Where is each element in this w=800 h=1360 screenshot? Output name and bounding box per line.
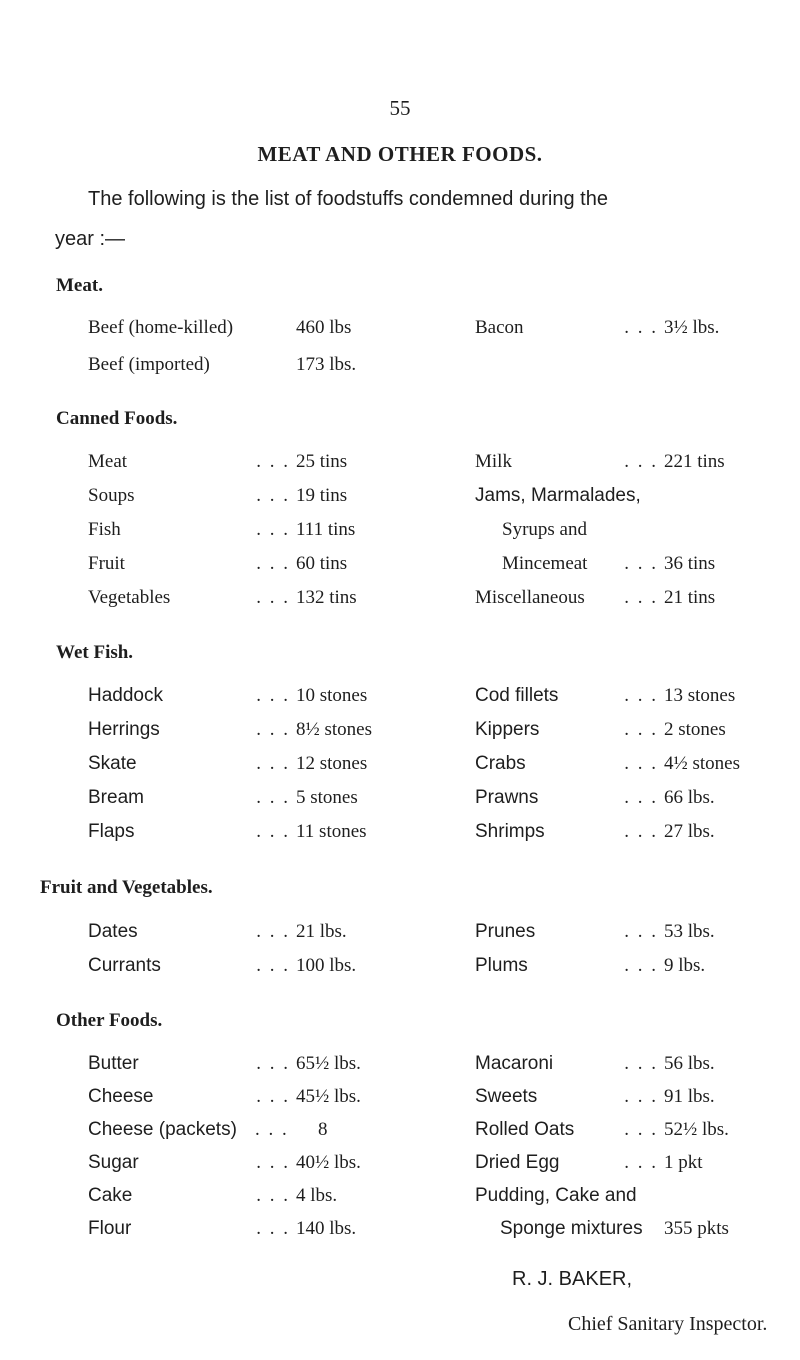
item-name: Cod fillets [475, 685, 559, 706]
leader-dots: . . . [624, 451, 658, 472]
leader-dots: . . . [624, 553, 658, 574]
item-quantity: 9 lbs. [664, 955, 706, 976]
list-row [0, 921, 800, 951]
section-heading-meat: Meat. [56, 275, 103, 296]
leader-dots: . . . [256, 685, 290, 706]
list-row [0, 354, 800, 384]
list-row [0, 753, 800, 783]
list-row [0, 1053, 800, 1083]
leader-dots: . . . [256, 921, 290, 942]
leader-dots: . . . [256, 787, 290, 808]
item-quantity: 4 lbs. [296, 1185, 338, 1206]
page-number: 55 [389, 96, 411, 120]
item-quantity: 45½ lbs. [296, 1086, 361, 1107]
item-quantity: 355 pkts [664, 1218, 729, 1239]
item-quantity: 36 tins [664, 553, 716, 574]
item-name: Prunes [475, 921, 536, 942]
item-name: Macaroni [475, 1053, 554, 1074]
item-name: Beef (home-killed) [88, 317, 234, 338]
list-row [0, 821, 800, 851]
list-row [0, 519, 800, 549]
item-name: Shrimps [475, 821, 545, 842]
item-name: Kippers [475, 719, 540, 740]
list-row [0, 1185, 800, 1215]
leader-dots: . . . [624, 753, 658, 774]
section-heading-other-foods: Other Foods. [56, 1010, 163, 1031]
list-row [0, 955, 800, 985]
leader-dots: . . . [256, 587, 290, 608]
item-quantity: 27 lbs. [664, 821, 715, 842]
item-name: Flour [88, 1218, 132, 1239]
list-row [0, 719, 800, 749]
item-name: Beef (imported) [88, 354, 210, 375]
leader-dots: . . . [256, 1086, 290, 1107]
leader-dots: . . . [256, 753, 290, 774]
list-row [0, 553, 800, 583]
list-row [0, 317, 800, 347]
item-name: Fish [88, 519, 121, 540]
leader-dots: . . . [624, 1152, 658, 1173]
leader-dots: . . . [256, 1152, 290, 1173]
item-name: Miscellaneous [475, 587, 585, 608]
leader-dots: . . . [624, 1119, 658, 1140]
item-name: Cheese (packets) [88, 1119, 237, 1140]
item-name: Meat [88, 451, 128, 472]
page-title: MEAT AND OTHER FOODS. [257, 142, 543, 166]
item-name-continued: Sponge mixtures [500, 1218, 643, 1239]
intro-text-line-2: year :— [55, 228, 126, 250]
item-quantity: 4½ stones [664, 753, 740, 774]
item-name: Bream [88, 787, 144, 808]
item-name: Sweets [475, 1086, 538, 1107]
leader-dots: . . . [256, 719, 290, 740]
leader-dots: . . . [256, 1053, 290, 1074]
list-row [0, 1152, 800, 1182]
item-quantity: 100 lbs. [296, 955, 357, 976]
item-name: Haddock [88, 685, 163, 706]
list-row [0, 787, 800, 817]
item-quantity: 66 lbs. [664, 787, 715, 808]
item-quantity: 2 stones [664, 719, 726, 740]
item-quantity: 11 stones [296, 821, 367, 842]
item-quantity: 221 tins [664, 451, 725, 472]
leader-dots: . . . [624, 685, 658, 706]
item-name: Soups [88, 485, 135, 506]
item-quantity: 25 tins [296, 451, 348, 472]
item-name: Cheese [88, 1086, 154, 1107]
leader-dots: . . . [256, 485, 290, 506]
list-row [0, 485, 800, 515]
item-name: Pudding, Cake and [475, 1185, 637, 1206]
list-row [0, 1218, 800, 1248]
item-quantity: 53 lbs. [664, 921, 715, 942]
item-quantity: 132 tins [296, 587, 357, 608]
item-quantity: 460 lbs [296, 317, 352, 338]
leader-dots: . . . [624, 787, 658, 808]
leader-dots: . . . [256, 1218, 290, 1239]
item-quantity: 3½ lbs. [664, 317, 720, 338]
item-name: Dried Egg [475, 1152, 560, 1173]
item-name: Milk [475, 451, 512, 472]
item-name: Bacon [475, 317, 524, 338]
leader-dots: . . . [256, 1185, 290, 1206]
item-quantity: 19 tins [296, 485, 348, 506]
leader-dots: . . . [256, 519, 290, 540]
leader-dots: . . . [256, 955, 290, 976]
item-quantity: 21 tins [664, 587, 716, 608]
item-name: Currants [88, 955, 161, 976]
signature-role: Chief Sanitary Inspector. [568, 1313, 768, 1335]
leader-dots: . . . [624, 587, 658, 608]
section-heading-canned-foods: Canned Foods. [56, 408, 178, 429]
item-quantity: 1 pkt [664, 1152, 703, 1173]
item-name: Vegetables [88, 587, 171, 608]
list-row [0, 685, 800, 715]
item-name: Herrings [88, 719, 160, 740]
item-quantity: 8 [318, 1119, 328, 1140]
item-quantity: 65½ lbs. [296, 1053, 361, 1074]
item-quantity: 56 lbs. [664, 1053, 715, 1074]
signature-name: R. J. BAKER, [512, 1268, 633, 1290]
leader-dots: . . . [624, 921, 658, 942]
item-name: Crabs [475, 753, 526, 774]
item-quantity: 140 lbs. [296, 1218, 357, 1239]
item-quantity: 8½ stones [296, 719, 372, 740]
item-quantity: 13 stones [664, 685, 736, 706]
item-quantity: 60 tins [296, 553, 348, 574]
item-name-continued: Syrups and [502, 519, 587, 540]
leader-dots: . . . [256, 553, 290, 574]
item-name: Sugar [88, 1152, 139, 1173]
leader-dots: . . . [624, 1053, 658, 1074]
leader-dots: . . . [624, 955, 658, 976]
item-name: Skate [88, 753, 137, 774]
list-row [0, 1119, 800, 1149]
intro-text-line-1: The following is the list of foodstuffs condemned during the [88, 188, 608, 210]
item-quantity: 21 lbs. [296, 921, 347, 942]
list-row [0, 1086, 800, 1116]
item-name: Prawns [475, 787, 539, 808]
item-quantity: 40½ lbs. [296, 1152, 361, 1173]
item-quantity: 52½ lbs. [664, 1119, 729, 1140]
leader-dots: . . . [624, 821, 658, 842]
item-quantity: 173 lbs. [296, 354, 357, 375]
leader-dots: . . . [624, 719, 658, 740]
item-quantity: 5 stones [296, 787, 358, 808]
section-heading-fruit-vegetables: Fruit and Vegetables. [40, 877, 213, 898]
item-quantity: 10 stones [296, 685, 368, 706]
item-quantity: 111 tins [296, 519, 356, 540]
list-row [0, 587, 800, 617]
item-name: Dates [88, 921, 138, 942]
item-name-continued: Mincemeat [502, 553, 588, 574]
item-name: Cake [88, 1185, 133, 1206]
item-name: Fruit [88, 553, 125, 574]
item-name: Rolled Oats [475, 1119, 575, 1140]
item-name: Jams, Marmalades, [475, 485, 641, 506]
list-row [0, 451, 800, 481]
item-name: Flaps [88, 821, 135, 842]
item-name: Butter [88, 1053, 139, 1074]
leader-dots: . . . [624, 1086, 658, 1107]
leader-dots: . . . [256, 451, 290, 472]
item-quantity: 12 stones [296, 753, 368, 774]
leader-dots: . . . [624, 317, 658, 338]
item-quantity: 91 lbs. [664, 1086, 715, 1107]
item-name: Plums [475, 955, 528, 976]
section-heading-wet-fish: Wet Fish. [56, 642, 134, 663]
leader-dots: . . . [255, 1119, 289, 1140]
leader-dots: . . . [256, 821, 290, 842]
